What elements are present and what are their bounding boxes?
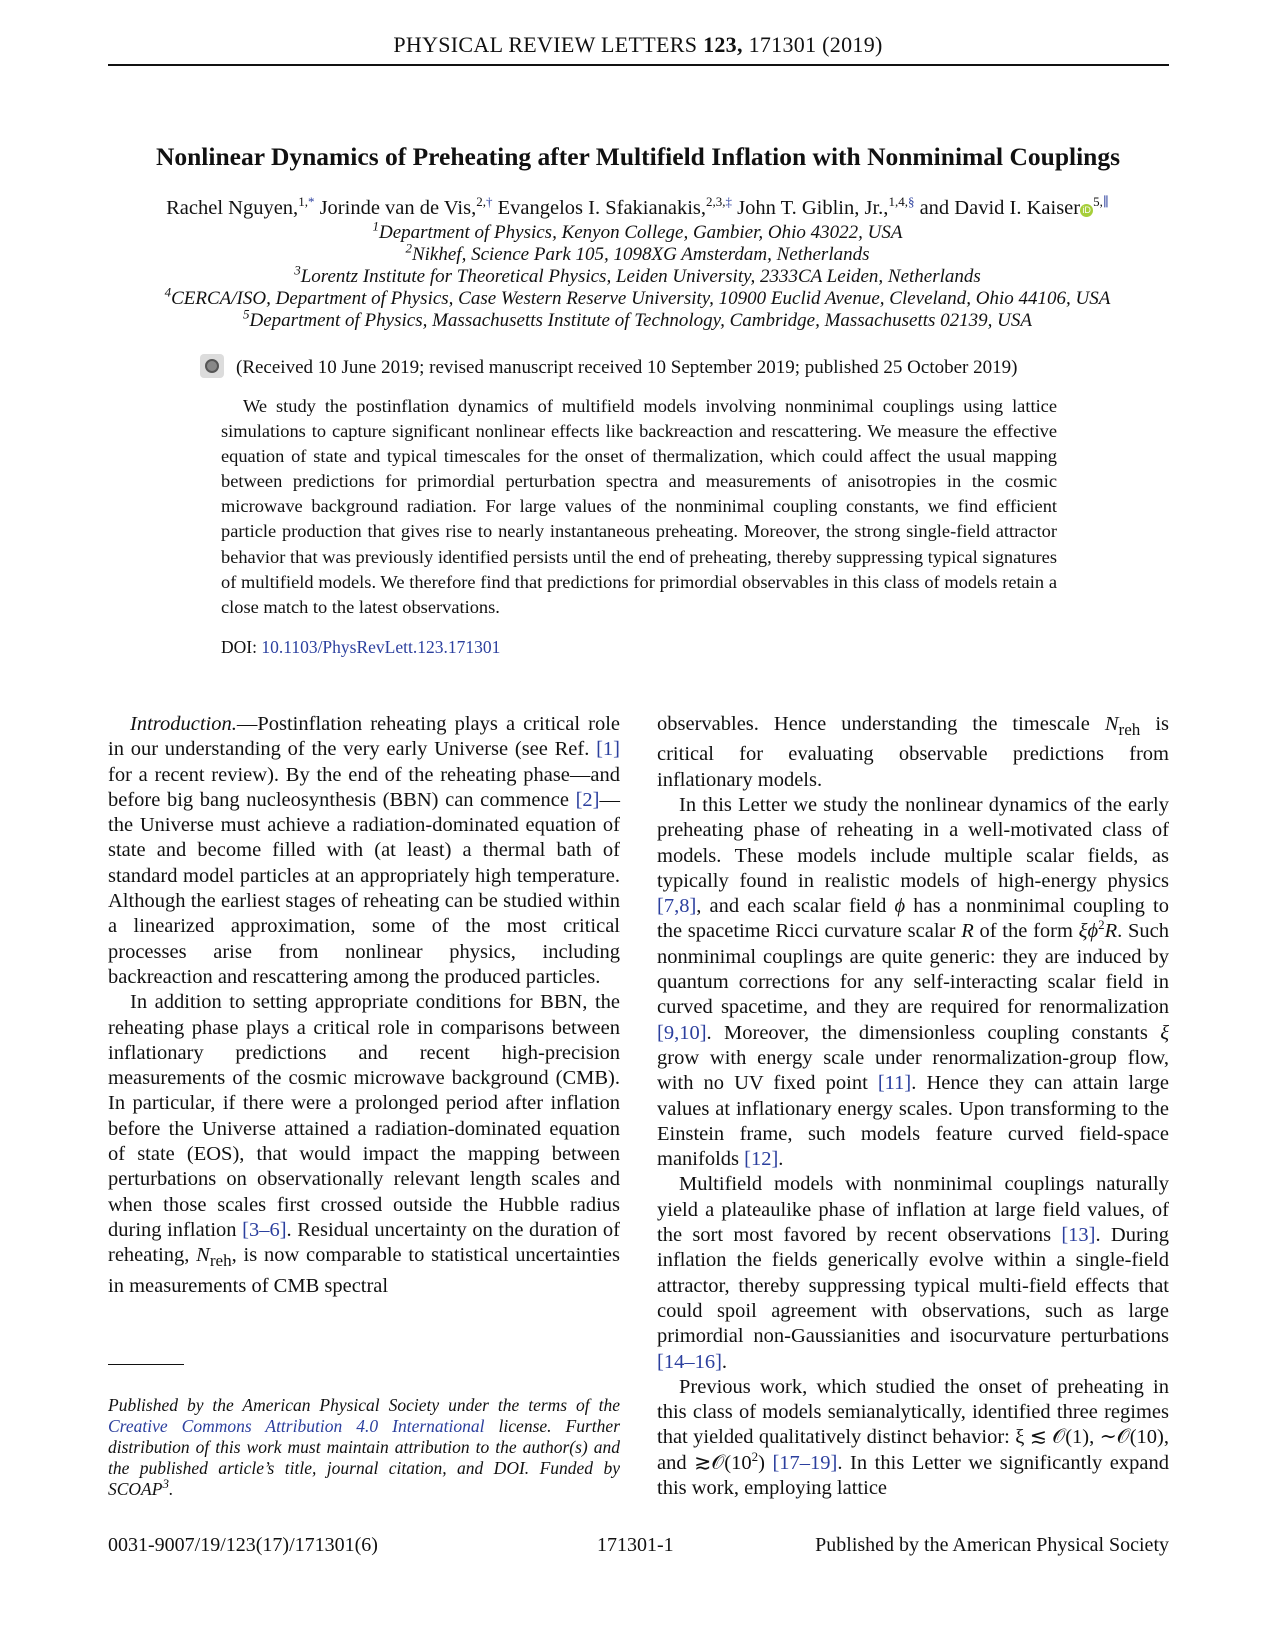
paragraph: Previous work, which studied the onset of preheating in this class of models semianalytically, identified three regimes that yielded qualitatively distinct behavior: ξ ≲ 𝒪(1), ∼𝒪(10), and $≳𝒪(10^2)$ [17–19]. In this Letter we significantly expand this work, employing lattice <box>657 1375 1170 1499</box>
author-note-link[interactable]: * <box>307 194 315 210</box>
citation-link[interactable]: [14–16] <box>657 1350 722 1373</box>
author-note-link[interactable]: ‡ <box>725 194 732 210</box>
author-list: Rachel Nguyen,$^{1,*}$ Jorinde van de Vis,$^{2,\dagger}$ Evangelos I. Sfakianakis,$^{2,3,\ddagger}$ John T. Giblin, Jr.,$^{1,4,\S}$ and David I. Kaiser $iD^{5,\parallel}$ <box>166 194 1109 219</box>
affiliation: $^4$CERCA/ISO, Department of Physics, Case Western Reserve University, 10900 Euclid Avenue, Cleveland, Ohio 44106, USA <box>164 284 1111 309</box>
citation-link[interactable]: [3–6] <box>242 1218 287 1241</box>
author: Rachel Nguyen, <box>166 197 299 219</box>
abstract: We study the postinflation dynamics of multifield models involving nonminimal couplings using lattice simulations to capture significant nonlinear effects like backreaction and rescattering. We measure the effective equation of state and typical timescales for the onset of thermalization, which could affect the usual mapping between predictions for primordial perturbation spectra and measurements of anisotropies in the cosmic microwave background radiation. For large values of the nonminimal coupling constants, we find efficient particle production that gives rise to nearly instantaneous preheating. Moreover, the strong single-field attractor behavior that was previously identified persists until the end of preheating, thereby suppressing typical signatures of multifield models. We therefore find that predictions for primordial observables in this class of models retain a close match to the latest observations. <box>221 396 1057 617</box>
orcid-icon[interactable]: iD <box>1080 204 1093 217</box>
license-link[interactable]: Creative Commons Attribution 4.0 International <box>108 1416 485 1436</box>
page-number: 171301-1 <box>597 1534 674 1556</box>
publication-dates: (Received 10 June 2019; revised manuscript received 10 September 2019; published 25 October 2019) <box>200 354 1100 379</box>
paragraph: In this Letter we study the nonlinear dynamics of the early preheating phase of reheating in a well-motivated class of models. These models include multiple scalar fields, as typically found in realistic models of high-energy physics [7,8], and each scalar field ϕ has a nonminimal coupling to the spacetime Ricci curvature scalar R of the form $\xi\phi^2R$. Such nonminimal couplings are quite generic: they are induced by quantum corrections for any self-interacting scalar field in curved spacetime, and they are required for renormalization [9,10]. Moreover, the dimensionless coupling constants ξ grow with energy scale under renormalization-group flow, with no UV fixed point [11]. Hence they can attain large values at inflationary energy scales. Upon transforming to the Einstein frame, such models feature curved field-space manifolds [12]. <box>657 793 1169 1171</box>
paragraph: Introduction.—Postinflation reheating plays a critical role in our understanding of the very early Universe (see Ref. [1] for a recent review). By the end of the reheating phase—and before big bang nucleosynthesis (BBN) can commence [2]—the Universe must achieve a radiation-dominated equation of state and become filled with (at least) a thermal bath of standard model particles at an appropriately high temperature. Although the earliest stages of reheating can be studied within a linearized approximation, some of the most critical processes arise from nonlinear physics, including backreaction and rescattering among the produced particles. <box>108 713 620 988</box>
footnote-rule <box>108 1364 184 1365</box>
paper-title: Nonlinear Dynamics of Preheating after Multifield Inflation with Nonminimal Couplings <box>155 142 1121 171</box>
citation-link[interactable]: [1] <box>596 738 620 761</box>
crossmark-icon[interactable] <box>200 354 224 378</box>
doi-link[interactable]: 10.1103/PhysRevLett.123.171301 <box>261 637 501 657</box>
citation-link[interactable]: [2] <box>575 788 600 811</box>
affiliation: $^1$Department of Physics, Kenyon College, Gambier, Ohio 43022, USA <box>372 218 903 243</box>
citation-link[interactable]: [17–19] <box>772 1451 838 1474</box>
author: Evangelos I. Sfakianakis, <box>497 197 706 219</box>
paragraph: Multifield models with nonminimal couplings naturally yield a plateaulike phase of inflation at large field values, of the sort most favored by recent observations [13]. During inflation the fields generically evolve within a single-field attractor, thereby suppressing typical multi-field effects that could spoil agreement with observations, such as large primordial non-Gaussianities and isocurvature perturbations [14–16]. <box>657 1173 1169 1373</box>
footer-code: 0031-9007/19/123(17)/171301(6) <box>108 1534 378 1556</box>
paragraph: In addition to setting appropriate conditions for BBN, the reheating phase plays a critical role in comparisons between inflationary predictions and recent high-precision measurements of the cosmic microwave background (CMB). In particular, if there were a prolonged period after inflation before the Universe attained a radiation-dominated equation of state (EOS), that would impact the mapping between perturbations on observationally relevant length scales and when those scales first crossed outside the Hubble radius during inflation [3–6]. Residual uncertainty on the duration of reheating, $N_{reh}$, is now comparable to statistical uncertainties in measurements of CMB spectral <box>108 991 621 1297</box>
author: Jorinde van de Vis, <box>319 197 477 219</box>
citation-link[interactable]: [7,8] <box>657 895 697 918</box>
doi-line: DOI: 10.1103/PhysRevLett.123.171301 <box>221 637 501 657</box>
author-note-link[interactable]: ∥ <box>1102 194 1109 210</box>
body-column-left <box>108 712 620 1299</box>
paragraph: observables. Hence understanding the timescale $N_{reh}$ is critical for evaluating observable predictions from inflationary models. <box>657 713 1169 791</box>
body-column-right <box>657 712 1169 1501</box>
license-footnote: Published by the American Physical Society under the terms of the Creative Commons Attribution 4.0 International license. Further distribution of this work must maintain attribution to the author(s) and the published article’s title, journal citation, and DOI. Funded by SCOAP$^3$. <box>108 1395 621 1499</box>
author: David I. Kaiser <box>954 197 1081 219</box>
affiliation: $^3$Lorentz Institute for Theoretical Physics, Leiden University, 2333CA Leiden, Netherlands <box>294 262 981 287</box>
author-note-link[interactable]: § <box>907 194 915 210</box>
header-rule <box>108 64 1169 66</box>
citation-link[interactable]: [13] <box>1061 1224 1096 1247</box>
affiliation: $^5$Department of Physics, Massachusetts Institute of Technology, Cambridge, Massachusetts 02139, USA <box>243 306 1032 331</box>
footer-publisher: Published by the American Physical Society <box>815 1534 1169 1556</box>
citation-link[interactable]: [11] <box>877 1072 912 1095</box>
author: John T. Giblin, Jr., <box>737 197 889 219</box>
affiliation: $^2$Nikhef, Science Park 105, 1098XG Amsterdam, Netherlands <box>405 240 870 265</box>
running-head: PHYSICAL REVIEW LETTERS 123, 171301 (2019) <box>393 32 883 57</box>
citation-link[interactable]: [9,10] <box>657 1021 707 1044</box>
citation-link[interactable]: [12] <box>744 1148 779 1171</box>
author-note-link[interactable]: † <box>486 194 493 210</box>
